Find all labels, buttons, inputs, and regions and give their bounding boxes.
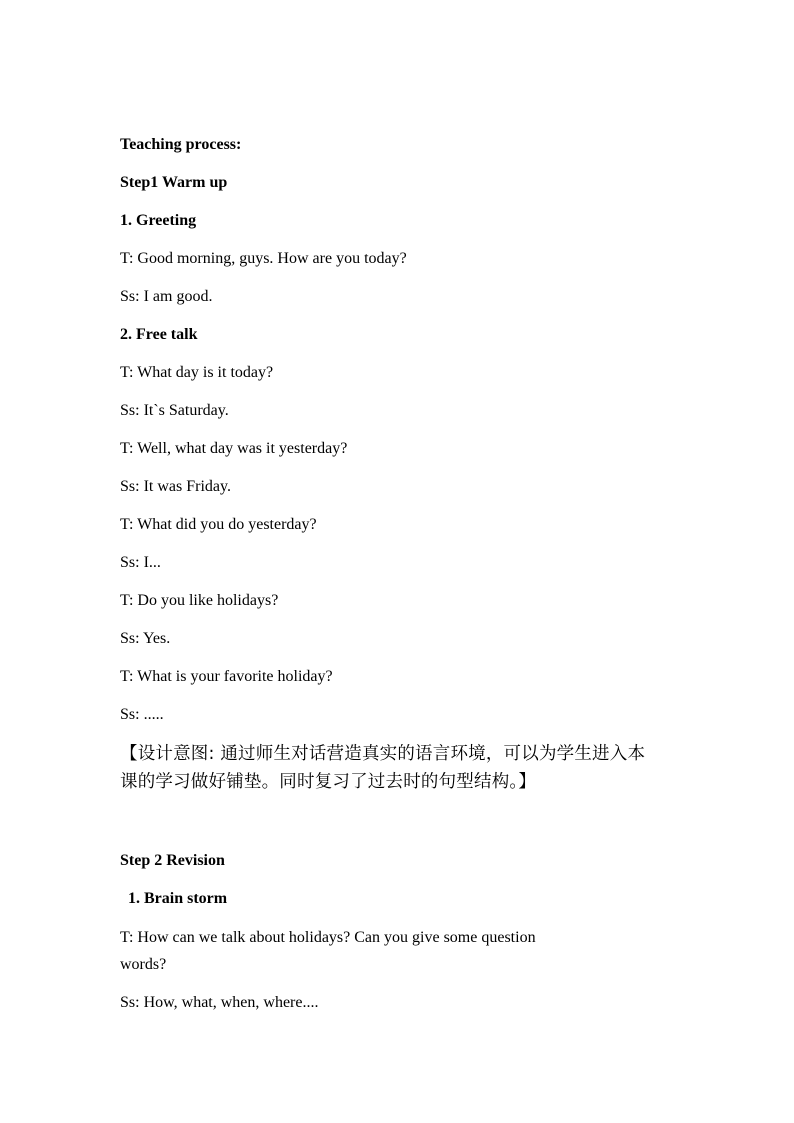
step1-subheading-greeting: 1. Greeting — [120, 212, 197, 229]
dialogue-line: Ss: How, what, when, where.... — [120, 994, 319, 1011]
step1-title: Step1 Warm up — [120, 174, 228, 191]
dialogue-line-continuation: words? — [120, 956, 167, 973]
dialogue-line: Ss: ..... — [120, 706, 164, 723]
dialogue-line: Ss: It`s Saturday. — [120, 402, 229, 419]
design-note-line-1: 【设计意图: 通过师生对话营造真实的语言环境，可以为学生进入本 — [120, 744, 646, 764]
step1-subheading-free-talk: 2. Free talk — [120, 326, 198, 343]
dialogue-line: T: Good morning, guys. How are you today? — [120, 250, 407, 267]
step2-subheading-brain-storm: 1. Brain storm — [128, 890, 228, 907]
dialogue-line: T: What day is it today? — [120, 364, 274, 381]
dialogue-line: Ss: I... — [120, 554, 161, 571]
dialogue-line: T: Do you like holidays? — [120, 592, 279, 609]
dialogue-line: T: Well, what day was it yesterday? — [120, 440, 348, 457]
dialogue-line: Ss: I am good. — [120, 288, 213, 305]
dialogue-line: T: What is your favorite holiday? — [120, 668, 333, 685]
dialogue-line: T: What did you do yesterday? — [120, 516, 317, 533]
dialogue-line: T: How can we talk about holidays? Can you give some question — [120, 929, 536, 946]
section-heading: Teaching process: — [120, 136, 242, 153]
design-note-line-2: 课的学习做好铺垫。同时复习了过去时的句型结构。】 — [120, 772, 537, 792]
dialogue-line: Ss: It was Friday. — [120, 478, 231, 495]
dialogue-line: Ss: Yes. — [120, 630, 171, 647]
step2-title: Step 2 Revision — [120, 852, 225, 869]
